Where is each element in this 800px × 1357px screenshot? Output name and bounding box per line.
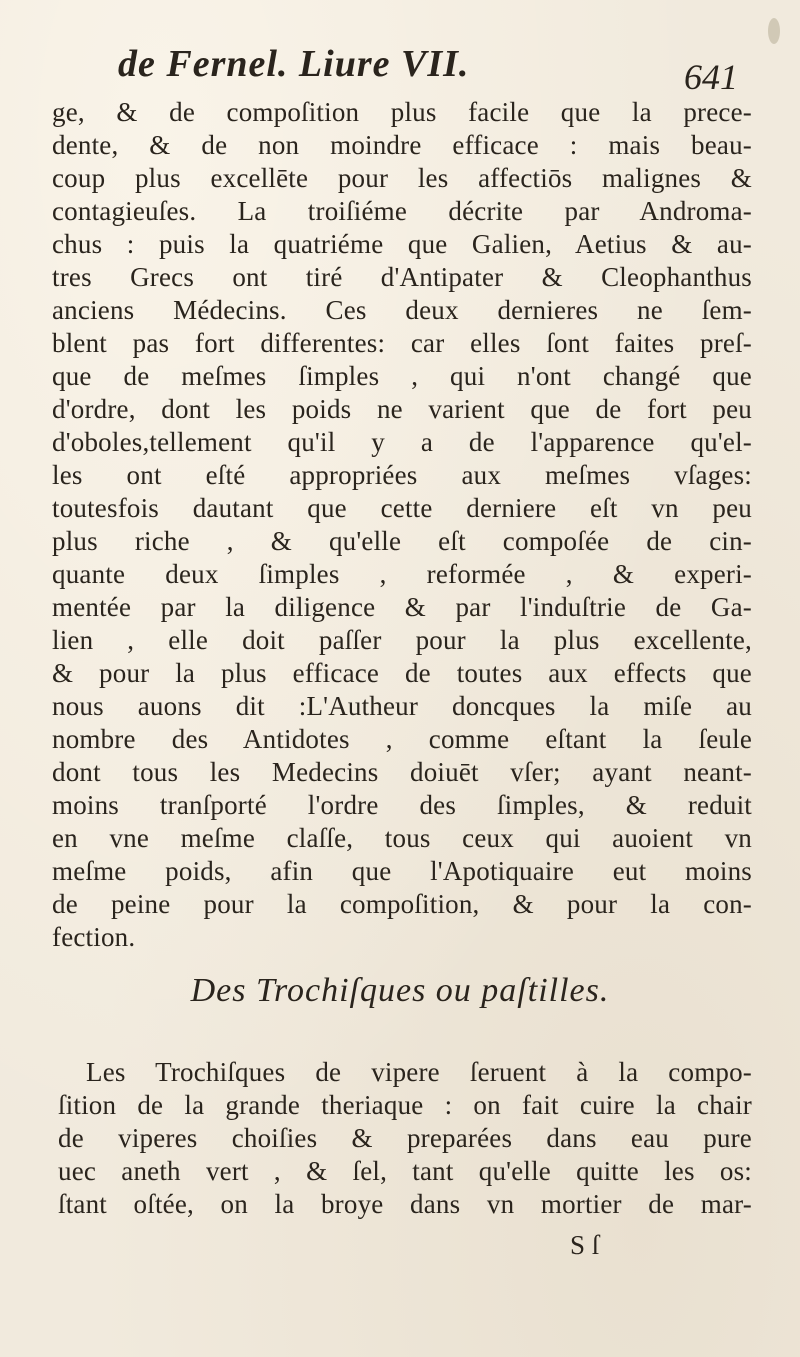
text-line: que de meſmes ſimples , qui n'ont changé que (52, 361, 752, 391)
text-line: d'ordre, dont les poids ne varient que de fort peu (52, 394, 752, 424)
text-line: ſtant oſtée, on la broye dans vn mortier de mar- (58, 1189, 752, 1219)
text-line: nombre des Antidotes , comme eſtant la ſeule (52, 724, 752, 754)
text-line: blent pas fort differentes: car elles ſont faites preſ- (52, 328, 752, 358)
text-line: les ont eſté appropriées aux meſmes vſages: (52, 460, 752, 490)
text-line: toutesfois dautant que cette derniere eſt vn peu (52, 493, 752, 523)
text-line: plus riche , & qu'elle eſt compoſée de cin- (52, 526, 752, 556)
text-line: nous auons dit :L'Autheur doncques la miſe au (52, 691, 752, 721)
text-line: chus : puis la quatriéme que Galien, Aetius & au- (52, 229, 752, 259)
text-line: & pour la plus efficace de toutes aux effects que (52, 658, 752, 688)
main-paragraph (52, 96, 752, 954)
text-line: dente, & de non moindre efficace : mais beau- (52, 130, 752, 160)
paper-stain (768, 18, 780, 44)
text-line: de viperes choiſies & preparées dans eau pure (58, 1123, 752, 1153)
text-line: mentée par la diligence & par l'induſtrie de Ga- (52, 592, 752, 622)
page-number: 641 (684, 57, 738, 97)
text-line: coup plus excellēte pour les affectiōs malignes & (52, 163, 752, 193)
text-line: en vne meſme claſſe, tous ceux qui auoient vn (52, 823, 752, 853)
page-header (118, 42, 738, 102)
signature-mark: S ſ (570, 1230, 600, 1260)
text-line: fection. (52, 922, 136, 952)
section-heading: Des Trochiſques ou paſtilles. (190, 972, 610, 1009)
text-line: meſme poids, afin que l'Apotiquaire eut moins (52, 856, 752, 886)
text-line: d'oboles,tellement qu'il y a de l'apparence qu'el- (52, 427, 752, 457)
text-line: ſition de la grande theriaque : on fait cuire la chair (58, 1090, 752, 1120)
text-line: ge, & de compoſition plus facile que la prece- (52, 97, 752, 127)
section-paragraph (58, 1056, 752, 1221)
text-line: de peine pour la compoſition, & pour la con- (52, 889, 752, 919)
text-line: dont tous les Medecins doiuēt vſer; ayant neant- (52, 757, 752, 787)
text-line: uec aneth vert , & ſel, tant qu'elle quitte les os: (58, 1156, 752, 1186)
text-line: moins tranſporté l'ordre des ſimples, & reduit (52, 790, 752, 820)
text-line: quante deux ſimples , reformée , & experi- (52, 559, 752, 589)
running-head: de Fernel. Liure VII. (118, 43, 470, 85)
text-line: Les Trochiſques de vipere ſeruent à la compo- (86, 1057, 752, 1087)
text-line: anciens Médecins. Ces deux dernieres ne ſem- (52, 295, 752, 325)
text-line: lien , elle doit paſſer pour la plus excellente, (52, 625, 752, 655)
text-line: tres Grecs ont tiré d'Antipater & Cleophanthus (52, 262, 752, 292)
text-line: contagieuſes. La troiſiéme décrite par Androma- (52, 196, 752, 226)
